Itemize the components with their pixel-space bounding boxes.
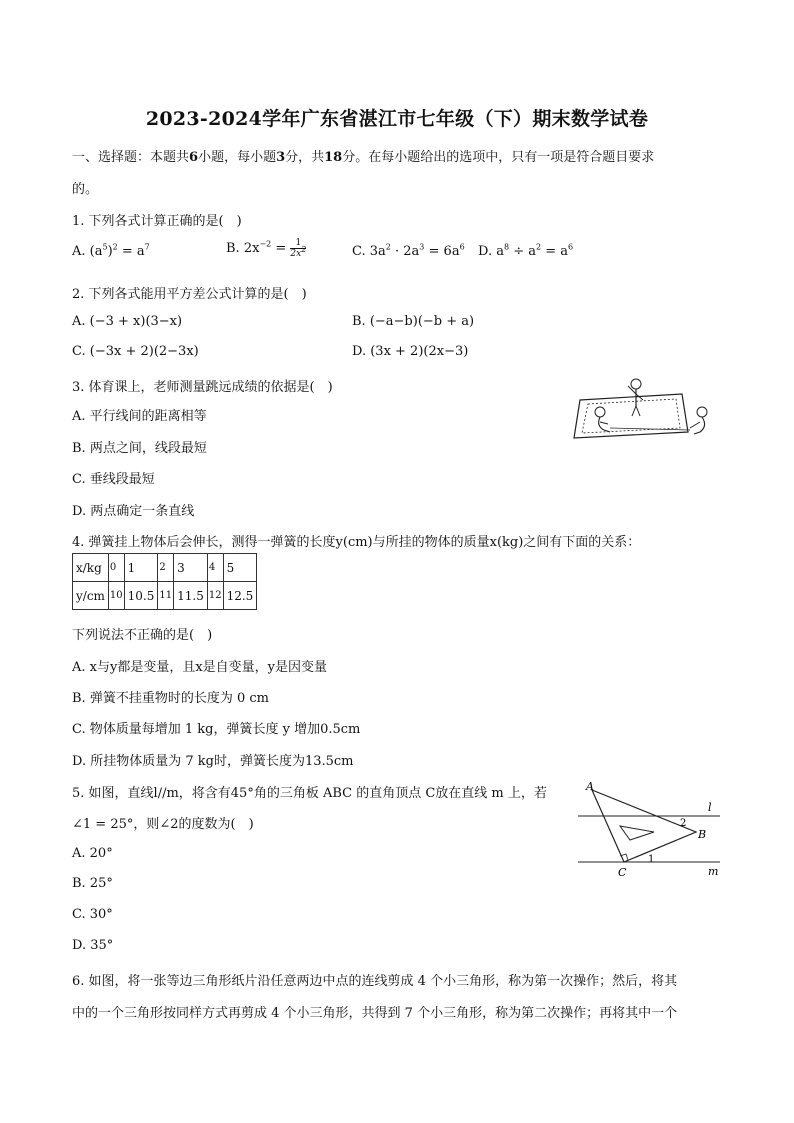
q4-option-b[interactable]: B. 弹簧不挂重物时的长度为 0 cm bbox=[72, 691, 269, 706]
table-row bbox=[73, 582, 257, 610]
label-a: A bbox=[586, 780, 594, 793]
q3-option-b[interactable]: B. 两点之间，线段最短 bbox=[72, 441, 207, 456]
table-cell: 1 bbox=[124, 554, 158, 582]
q5-option-d[interactable]: D. 35° bbox=[72, 938, 114, 953]
intro-text: 分，共 bbox=[285, 150, 325, 165]
table-cell: 11 bbox=[158, 582, 174, 610]
table-cell: 12 bbox=[207, 582, 223, 610]
intro-text: 小题，每小题 bbox=[198, 150, 277, 165]
q4-after: 下列说法不正确的是( ) bbox=[72, 628, 213, 643]
page-title: 2023-2024学年广东省湛江市七年级（下）期末数学试卷 bbox=[145, 108, 649, 130]
fraction: $\frac{1}{2x^2}$ bbox=[290, 238, 307, 259]
spring-table bbox=[72, 553, 257, 610]
long-jump-figure bbox=[570, 372, 720, 444]
q5-option-b[interactable]: B. 25° bbox=[72, 876, 113, 891]
table-cell: 10 bbox=[108, 582, 124, 610]
q2-stem: 2. 下列各式能用平方差公式计算的是( ) bbox=[72, 287, 307, 302]
q4-stem: 4. 弹簧挂上物体后会伸长，测得一弹簧的长度y(cm)与所挂的物体的质量x(kg)之间有下面的关系： bbox=[72, 535, 641, 550]
points-per-question: 3 bbox=[276, 150, 286, 165]
q5-option-a[interactable]: A. 20° bbox=[72, 846, 113, 861]
q5-stem-line2: ∠1 = 25°，则∠2的度数为( ) bbox=[72, 817, 254, 832]
table-cell: y/cm bbox=[73, 582, 109, 610]
q1-option-b[interactable]: B. $2x^{-2}$ = $\frac{1}{2x^2}$ bbox=[226, 238, 307, 259]
section-intro-end: 的。 bbox=[72, 182, 99, 197]
q6-line2: 中的一个三角形按同样方式再剪成 4 个小三角形，共得到 7 个小三角形，称为第二次操作；再将其中一个 bbox=[72, 1006, 678, 1021]
q2-option-b[interactable]: B. (−a−b)(−b + a) bbox=[352, 314, 475, 329]
q4-option-d[interactable]: D. 所挂物体质量为 7 kg时，弹簧长度为13.5cm bbox=[72, 754, 354, 769]
total-points: 18 bbox=[324, 150, 343, 165]
label-m: m bbox=[708, 865, 719, 878]
q2-option-c[interactable]: C. (−3x + 2)(2−3x) bbox=[72, 344, 199, 359]
label-c: C bbox=[618, 866, 627, 879]
q1-option-a[interactable]: A. $(a^5)^2 = a^7$ bbox=[72, 242, 150, 259]
table-cell: 2 bbox=[158, 554, 174, 582]
q3-option-d[interactable]: D. 两点确定一条直线 bbox=[72, 504, 195, 519]
label-b: B bbox=[698, 828, 707, 841]
q3-stem: 3. 体育课上，老师测量跳远成绩的依据是( ) bbox=[72, 380, 333, 395]
intro-text: 分。在每小题给出的选项中，只有一项是符合题目要求 bbox=[342, 150, 655, 165]
q1-option-c[interactable]: C. $3a^2 \cdot 2a^3 = 6a^6$ bbox=[352, 242, 465, 259]
table-cell: 3 bbox=[174, 554, 208, 582]
q3-option-c[interactable]: C. 垂线段最短 bbox=[72, 472, 155, 487]
table-cell: 12.5 bbox=[223, 582, 257, 610]
question-count: 6 bbox=[189, 150, 199, 165]
q1-option-d[interactable]: D. $a^8 \div a^2 = a^6$ bbox=[478, 242, 574, 259]
label-l: l bbox=[708, 801, 712, 814]
q2-option-a[interactable]: A. (−3 + x)(3−x) bbox=[72, 314, 183, 329]
table-cell: 10.5 bbox=[124, 582, 158, 610]
option-label: C. bbox=[352, 244, 370, 259]
label-angle-2: 2 bbox=[680, 818, 687, 829]
table-cell: 0 bbox=[108, 554, 124, 582]
table-row bbox=[73, 554, 257, 582]
intro-text: 一、选择题：本题共 bbox=[72, 150, 190, 165]
q6-line1: 6. 如图，将一张等边三角形纸片沿任意两边中点的连线剪成 4 个小三角形，称为第一次操作；然后，将其 bbox=[72, 974, 678, 989]
q4-option-c[interactable]: C. 物体质量每增加 1 kg，弹簧长度 y 增加0.5cm bbox=[72, 722, 361, 737]
q5-stem-line1: 5. 如图，直线l//m，将含有45°角的三角板 ABC 的直角顶点 C放在直线 m 上，若 bbox=[72, 786, 547, 801]
q3-option-a[interactable]: A. 平行线间的距离相等 bbox=[72, 409, 207, 424]
q5-option-c[interactable]: C. 30° bbox=[72, 907, 113, 922]
q4-option-a[interactable]: A. x与y都是变量，且x是自变量，y是因变量 bbox=[72, 660, 328, 675]
table-cell: x/kg bbox=[73, 554, 109, 582]
option-label: A. bbox=[72, 244, 90, 259]
triangle-parallel-lines-figure bbox=[578, 778, 728, 882]
section-intro bbox=[72, 146, 654, 165]
option-label: D. bbox=[478, 244, 497, 259]
table-cell: 11.5 bbox=[174, 582, 208, 610]
table-cell: 5 bbox=[223, 554, 257, 582]
triangle-inner bbox=[620, 826, 654, 840]
option-label: B. bbox=[226, 241, 244, 256]
table-cell: 4 bbox=[207, 554, 223, 582]
q2-option-d[interactable]: D. (3x + 2)(2x−3) bbox=[352, 344, 469, 359]
label-angle-1: 1 bbox=[648, 854, 655, 865]
q1-stem: 1. 下列各式计算正确的是( ) bbox=[72, 214, 242, 229]
